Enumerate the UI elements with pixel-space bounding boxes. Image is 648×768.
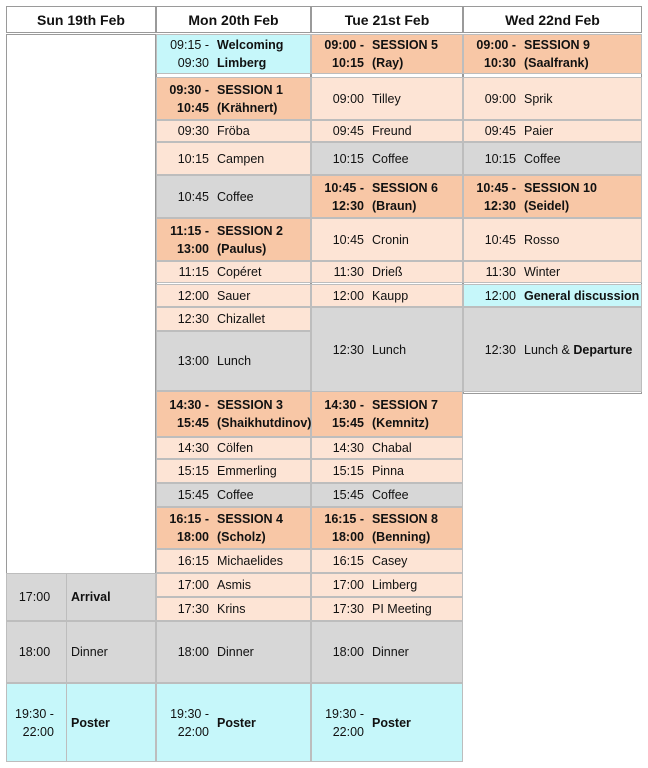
entry-time: 15:15 <box>177 464 209 478</box>
schedule-entry-mon <box>156 261 311 283</box>
entry-time: 16:15 - 18:00 <box>324 512 364 544</box>
entry-label: SESSION 3 (Shaikhutdinov) <box>217 398 312 430</box>
schedule-entry-mon <box>156 34 311 74</box>
entry-time: 11:30 <box>333 265 364 279</box>
entry-label: SESSION 4 (Scholz) <box>217 512 283 544</box>
day-header-mon: Mon 20th Feb <box>156 6 311 33</box>
schedule-entry-mon <box>156 507 311 549</box>
entry-time: 09:15 - 09:30 <box>170 38 209 70</box>
entry-time: 17:30 <box>332 602 364 616</box>
entry-time: 09:00 <box>332 91 364 106</box>
entry-label: Asmis <box>217 578 252 592</box>
schedule-entry-mon <box>156 284 311 307</box>
entry-label: Limberg <box>372 578 418 592</box>
entry-time: 10:45 <box>484 232 516 247</box>
entry-time: 12:00 <box>484 288 516 303</box>
schedule-entry-tue <box>311 683 463 762</box>
entry-label: SESSION 1 (Krähnert) <box>217 82 283 115</box>
entry-label: Coffee <box>217 189 254 204</box>
entry-time: 14:30 <box>177 441 209 455</box>
entry-time: 09:00 - 10:15 <box>324 38 364 70</box>
entry-time: 09:00 <box>484 91 516 106</box>
entry-label: Arrival <box>71 590 111 604</box>
entry-label: SESSION 6 (Braun) <box>372 180 438 213</box>
entry-label: SESSION 8 (Benning) <box>372 512 438 544</box>
entry-label: Dinner <box>71 645 108 659</box>
schedule-entry-mon <box>156 483 311 507</box>
entry-time: 17:30 <box>177 602 209 616</box>
entry-time: 11:15 - 13:00 <box>170 223 209 256</box>
entry-time: 14:30 - 15:45 <box>169 398 209 430</box>
entry-label: Krins <box>217 602 246 616</box>
entry-time: 09:45 <box>484 124 516 138</box>
entry-label: Chizallet <box>217 312 265 326</box>
entry-time: 09:45 <box>332 124 364 138</box>
schedule-entry-mon <box>156 391 311 437</box>
entry-time: 12:00 <box>177 288 209 303</box>
entry-time: 19:30 - 22:00 <box>170 706 209 739</box>
schedule-entry-tue <box>311 391 463 437</box>
entry-label: SESSION 10 (Seidel) <box>524 180 597 213</box>
schedule-entry-tue <box>311 549 463 573</box>
entry-label: Paier <box>524 124 554 138</box>
schedule-entry-mon <box>156 218 311 261</box>
entry-label: Emmerling <box>217 464 277 478</box>
entry-time: 14:30 - 15:45 <box>324 398 364 430</box>
schedule-entry-mon <box>156 142 311 175</box>
entry-label: Welcoming Limberg <box>217 38 284 70</box>
schedule-entry-wed <box>463 284 642 307</box>
entry-label: SESSION 7 (Kemnitz) <box>372 398 438 430</box>
entry-time: 12:30 <box>332 342 364 357</box>
entry-label: Coffee <box>217 488 254 502</box>
schedule-entry-tue <box>311 483 463 507</box>
entry-label: Poster <box>217 715 256 730</box>
entry-label: Lunch <box>372 342 407 357</box>
entry-label: General discussion <box>524 288 640 303</box>
entry-time: 17:00 <box>7 574 67 620</box>
entry-time: 15:45 <box>332 488 364 502</box>
entry-time: 12:30 <box>484 342 516 357</box>
entry-label: Michaelides <box>217 554 284 568</box>
schedule-entry-tue <box>311 437 463 459</box>
entry-label: Poster <box>71 715 110 730</box>
schedule-entry-tue <box>311 621 463 683</box>
schedule-entry-wed <box>463 142 642 175</box>
schedule-entry-mon <box>156 597 311 621</box>
entry-time: 11:15 <box>178 265 209 279</box>
entry-label: Sprik <box>524 91 553 106</box>
entry-label: Coffee <box>372 151 409 166</box>
entry-time: 10:15 <box>177 151 209 166</box>
schedule-entry-tue <box>311 573 463 597</box>
entry-time: 16:15 <box>332 554 364 568</box>
schedule-entry-tue <box>311 34 463 74</box>
schedule-entry-wed <box>463 261 642 283</box>
entry-label: Dinner <box>217 645 254 659</box>
schedule-entry-sun <box>6 683 156 762</box>
entry-label: Drieß <box>372 265 403 279</box>
schedule-entry-tue <box>311 120 463 142</box>
schedule-entry-tue <box>311 284 463 307</box>
entry-label: Freund <box>372 124 412 138</box>
entry-label: Copéret <box>217 265 262 279</box>
entry-time: 15:45 <box>177 488 209 502</box>
entry-label: Winter <box>524 265 561 279</box>
entry-time: 18:00 <box>7 622 67 682</box>
entry-time: 10:15 <box>484 151 516 166</box>
schedule-entry-mon <box>156 549 311 573</box>
entry-time: 09:00 - 10:30 <box>476 38 516 70</box>
entry-time: 19:30 - 22:00 <box>325 706 364 739</box>
entry-label: Coffee <box>524 151 561 166</box>
schedule-entry-mon <box>156 175 311 218</box>
entry-time: 10:15 <box>332 151 364 166</box>
schedule-entry-tue <box>311 307 463 392</box>
entry-time: 15:15 <box>332 464 364 478</box>
entry-label: SESSION 9 (Saalfrank) <box>524 38 590 70</box>
entry-label: Rosso <box>524 232 560 247</box>
schedule-entry-mon <box>156 307 311 331</box>
schedule-entry-mon <box>156 621 311 683</box>
entry-label: Casey <box>372 554 408 568</box>
schedule-entry-mon <box>156 573 311 597</box>
entry-label: Chabal <box>372 441 412 455</box>
schedule-entry-tue <box>311 218 463 261</box>
schedule-entry-wed <box>463 120 642 142</box>
entry-time: 10:45 - 12:30 <box>324 180 364 213</box>
entry-label: Campen <box>217 151 265 166</box>
entry-time: 09:30 - 10:45 <box>169 82 209 115</box>
entry-label: Sauer <box>217 288 251 303</box>
entry-time: 12:00 <box>332 288 364 303</box>
entry-time: 09:30 <box>177 124 209 138</box>
entry-time: 10:45 <box>332 232 364 247</box>
entry-label: SESSION 2 (Paulus) <box>217 223 283 256</box>
entry-time: 16:15 - 18:00 <box>169 512 209 544</box>
entry-time: 18:00 <box>332 645 364 659</box>
schedule-entry-mon <box>156 437 311 459</box>
entry-label: SESSION 5 (Ray) <box>372 38 438 70</box>
schedule-entry-mon <box>156 77 311 120</box>
entry-time: 16:15 <box>177 554 209 568</box>
entry-label: PI Meeting <box>372 602 432 616</box>
entry-time: 14:30 <box>332 441 364 455</box>
schedule-entry-wed <box>463 175 642 218</box>
schedule-entry-wed <box>463 218 642 261</box>
schedule-entry-mon <box>156 120 311 142</box>
entry-time: 17:00 <box>177 578 209 592</box>
day-header-tue: Tue 21st Feb <box>311 6 463 33</box>
entry-label: Poster <box>372 715 411 730</box>
schedule-entry-tue <box>311 507 463 549</box>
schedule-entry-sun <box>6 621 156 683</box>
entry-label: Lunch & Departure <box>524 342 633 357</box>
day-header-sun: Sun 19th Feb <box>6 6 156 33</box>
entry-time: 18:00 <box>177 645 209 659</box>
entry-time: 12:30 <box>177 312 209 326</box>
schedule-entry-tue <box>311 175 463 218</box>
schedule-entry-wed <box>463 34 642 74</box>
schedule-entry-wed <box>463 77 642 120</box>
entry-label: Fröba <box>217 124 250 138</box>
schedule-entry-tue <box>311 77 463 120</box>
entry-label: Pinna <box>372 464 404 478</box>
schedule-entry-mon <box>156 331 311 391</box>
schedule-entry-wed <box>463 307 642 392</box>
entry-label: Tilley <box>372 91 401 106</box>
entry-label: Cölfen <box>217 441 254 455</box>
entry-label: Lunch <box>217 354 252 368</box>
entry-time: 13:00 <box>177 354 209 368</box>
schedule-entry-tue <box>311 261 463 283</box>
entry-label: Coffee <box>372 488 409 502</box>
schedule-entry-mon <box>156 459 311 483</box>
entry-time: 11:30 <box>485 265 516 279</box>
entry-time: 10:45 - 12:30 <box>476 180 516 213</box>
schedule-entry-tue <box>311 142 463 175</box>
entry-label: Cronin <box>372 232 409 247</box>
day-header-wed: Wed 22nd Feb <box>463 6 642 33</box>
entry-label: Kaupp <box>372 288 409 303</box>
schedule-entry-mon <box>156 683 311 762</box>
entry-time: 17:00 <box>332 578 364 592</box>
schedule-entry-tue <box>311 597 463 621</box>
schedule-entry-sun <box>6 573 156 621</box>
entry-time: 19:30 - 22:00 <box>7 684 67 761</box>
entry-time: 10:45 <box>177 189 209 204</box>
schedule-entry-tue <box>311 459 463 483</box>
entry-label: Dinner <box>372 645 409 659</box>
